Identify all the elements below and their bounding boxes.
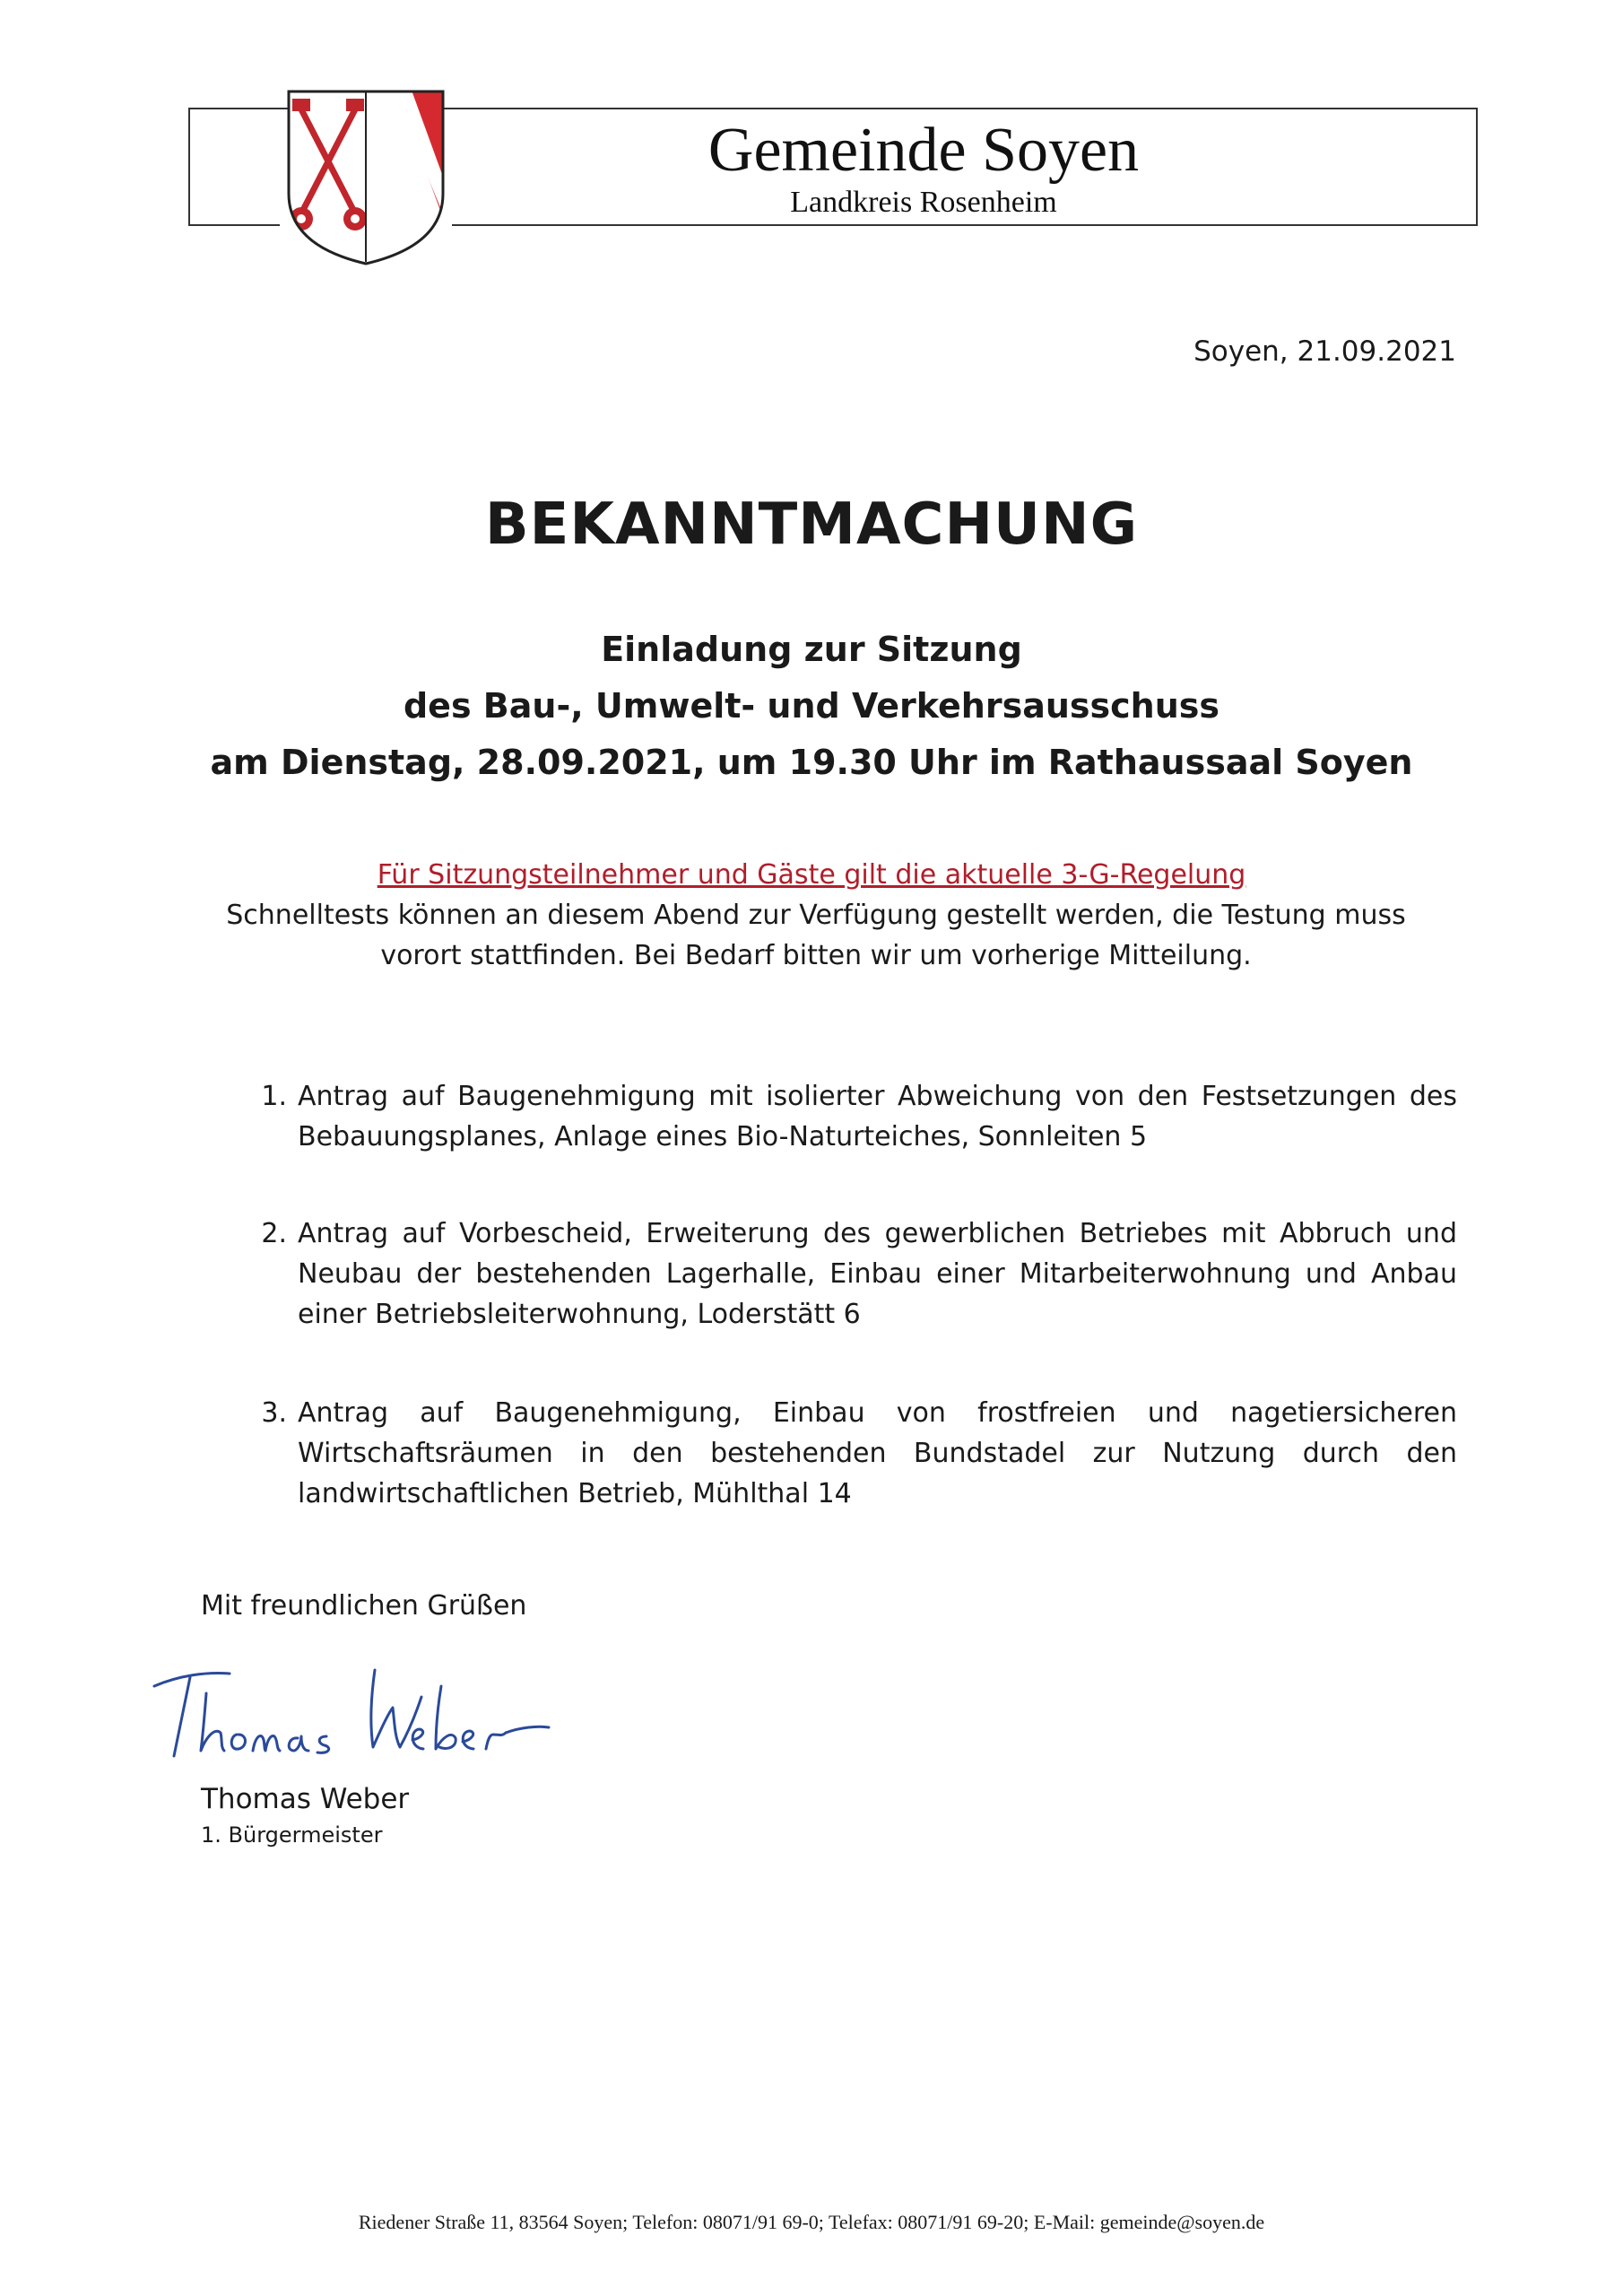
rapid-test-info: Schnelltests können an diesem Abend zur Verfügung gestellt werden, die Testung muss vorort stattfinden. Bei Bedarf bitten wir um vorherige Mitteilung. [226, 900, 1406, 971]
document-date: Soyen, 21.09.2021 [1193, 335, 1456, 368]
document-title: BEKANNTMACHUNG [484, 491, 1139, 558]
invitation-line-1: Einladung zur Sitzung [601, 630, 1022, 669]
invitation-block [0, 622, 1623, 791]
agenda-item-text: Antrag auf Baugenehmigung, Einbau von frostfreien und nagetiersicheren Wirtschaftsräumen in den bestehenden Bundstadel zur Nutzung durch den landwirtschaftlichen Betrieb, Mühlthal 14 [298, 1397, 1457, 1509]
agenda-item-text: Antrag auf Vorbescheid, Erweiterung des gewerblichen Betriebes mit Abbruch und Neubau der bestehenden Lagerhalle, Einbau einer Mitarbeiterwohnung und Anbau einer Betriebsleiterwohnung, Loderstätt 6 [298, 1218, 1457, 1330]
covid-rule-note: Für Sitzungsteilnehmer und Gäste gilt die aktuelle 3-G-Regelung [377, 859, 1246, 891]
agenda-item-number: 1. [261, 1081, 287, 1112]
coat-of-arms-icon [285, 88, 447, 267]
letterhead-district: Landkreis Rosenheim [790, 186, 1057, 219]
agenda-item-text: Antrag auf Baugenehmigung mit isolierter Abweichung von den Festsetzungen des Bebauungsplanes, Anlage eines Bio-Naturteiches, Sonnleiten 5 [298, 1081, 1457, 1152]
letterhead-municipality: Gemeinde Soyen [707, 116, 1140, 185]
agenda-item-number: 3. [261, 1397, 287, 1429]
agenda-item-number: 2. [261, 1218, 287, 1249]
invitation-line-2: des Bau-, Umwelt- und Verkehrsausschuss [403, 686, 1220, 726]
signer-name: Thomas Weber [201, 1783, 410, 1815]
handwritten-signature [143, 1650, 556, 1767]
footer-contact: Riedener Straße 11, 83564 Soyen; Telefon: 08071/91 69-0; Telefax: 08071/91 69-20; E-Mail: gemeinde@soyen.de [358, 2211, 1265, 2233]
signer-role: 1. Bürgermeister [201, 1822, 383, 1848]
closing-greeting: Mit freundlichen Grüßen [201, 1590, 527, 1622]
invitation-line-3: am Dienstag, 28.09.2021, um 19.30 Uhr im Rathaussaal Soyen [210, 743, 1413, 782]
